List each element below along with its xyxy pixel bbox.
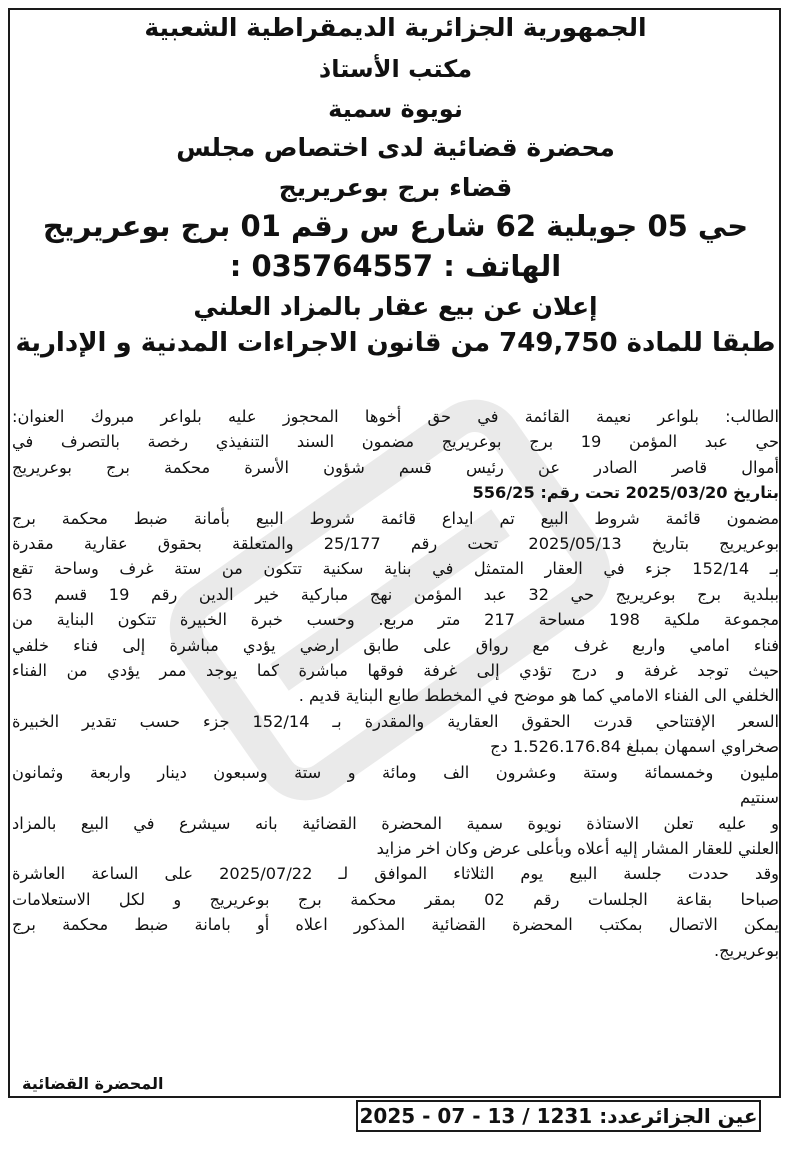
body-line: مليون وخمسمائة وستة وعشرون الف ومائة و ستة وسبعون دينار واربعة وثمانون: [12, 762, 779, 782]
body-line: بوعريريج.: [714, 940, 779, 960]
bailiff-name: نويوة سمية: [328, 94, 463, 123]
body-line: العلني للعقار المشار إليه أعلاه وبأعلى عرض وكان اخر مزايد: [376, 838, 779, 858]
body-line: و عليه تعلن الاستاذة نويوة سمية المحضرة القضائية بانه سيشرع في البيع بالمزاد: [12, 813, 779, 833]
body-line: سنتيم: [740, 788, 779, 808]
notice-header: [10, 10, 781, 357]
body-line: وقد حددت جلسة البيع يوم الثلاثاء الموافق لـ 2025/07/22 على الساعة العاشرة: [12, 864, 779, 884]
body-line: بوعريريج بتاريخ 2025/05/13 تحت رقم 25/177 والمتعلقة بحقوق عقارية مقدرة: [12, 534, 779, 554]
signature-label: المحضرة القضائية: [22, 1074, 164, 1093]
body-line: مضمون قائمة شروط البيع تم ايداع قائمة شروط البيع بأمانة ضبط محكمة برج: [12, 508, 779, 528]
body-line: الخلفي الى الفناء الامامي كما هو موضح في المخطط طابع البناية قديم .: [298, 686, 779, 706]
body-line: مجموعة ملكية 198 مساحة 217 متر مربع. وحسب خبرة الخبيرة تتكون البناية من: [12, 610, 779, 630]
body-line: يمكن الاتصال بمكتب المحضرة القضائية المذكور اعلاه أو بامانة ضبط محكمة برج: [12, 915, 779, 935]
publication-reference: عين الجزائرعدد: 1231 / 13 - 07 - 2025: [356, 1100, 761, 1132]
body-line: حي عبد المؤمن 19 برج بوعريريج مضمون السند التنفيذي رخصة بالتصرف في: [12, 432, 779, 452]
office-phone: الهاتف : 035764557 :: [229, 249, 562, 284]
body-line: السعر الإفتتاحي قدرت الحقوق العقارية والمقدرة بـ 152/14 جزء حسب تقدير الخبيرة: [12, 711, 779, 731]
office-heading: مكتب الأستاذ: [318, 54, 473, 83]
legal-article: طبقا للمادة 749,750 من قانون الاجراءات المدنية و الإدارية: [15, 327, 776, 358]
body-line: حيث توجد غرفة و درج تؤدي إلى غرفة فوقها مباشرة كما يوجد ممر يؤدي من الفناء: [12, 661, 779, 681]
body-line: صباحا بقاعة الجلسات رقم 02 بمقر محكمة برج بوعريريج و لكل الاستعلامات: [12, 889, 779, 909]
republic-heading: الجمهورية الجزائرية الديمقراطية الشعبية: [144, 13, 647, 42]
body-line: فناء امامي واربع غرف مع رواق على طابق ارضي يؤدي مباشرة إلى فناء خلفي: [12, 635, 779, 655]
body-line: ببلدية برج بوعريريج حي 32 عبد المؤمن نهج مباركية خير الدين رقم 19 قسم 63: [12, 584, 779, 604]
court-name: قضاء برج بوعريريج: [278, 172, 513, 202]
body-line: الطالب: بلواعر نعيمة القائمة في حق أخوها المحجوز عليه بلواعر مبروك العنوان:: [12, 407, 779, 426]
office-address: حي 05 جويلية 62 شارع س رقم 01 برج بوعريريج: [42, 209, 749, 244]
body-line: أموال قاصر الصادر عن رئيس قسم شؤون الأسرة محكمة برج بوعريريج: [12, 457, 779, 477]
bailiff-title: محضرة قضائية لدى اختصاص مجلس: [176, 133, 615, 163]
body-line: بتاريخ 2025/03/20 تحت رقم: 556/25: [472, 483, 779, 503]
body-line: صخراوي اسمهان بمبلغ 1.526.176.84 دج: [490, 737, 779, 757]
notice-body: [12, 404, 779, 963]
body-line: بـ 152/14 جزء في العقار المتمثل في بناية سكنية تتكون من ستة غرف وساحة تقع: [12, 559, 779, 579]
announcement-title: إعلان عن بيع عقار بالمزاد العلني: [193, 292, 598, 322]
